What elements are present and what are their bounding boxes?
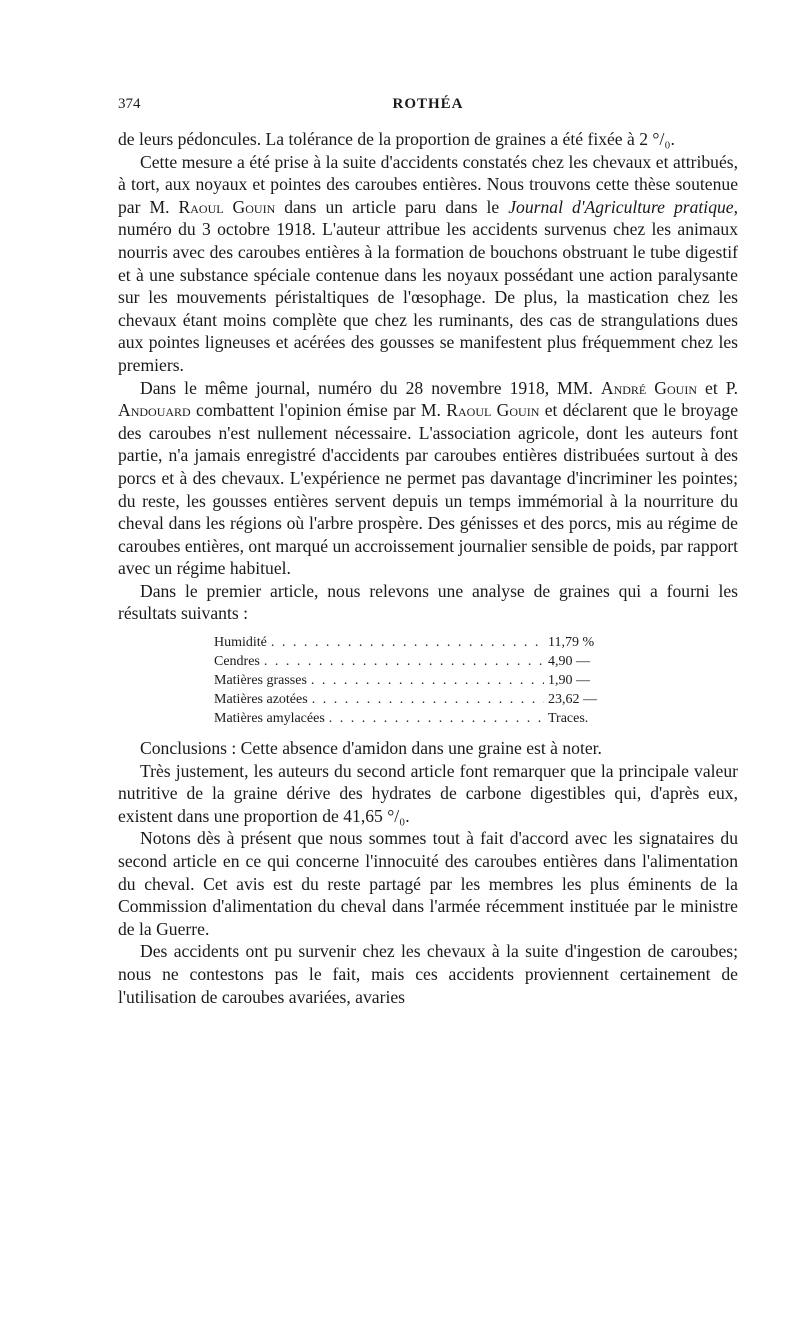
paragraph-3-part-3: combattent l'opinion émise par M. bbox=[190, 400, 447, 421]
analysis-row bbox=[214, 671, 618, 690]
body-text bbox=[118, 128, 738, 1008]
analysis-value: 23,62 — bbox=[548, 692, 597, 708]
paragraph-2-part-2: dans un article paru dans le bbox=[275, 196, 509, 217]
analysis-row bbox=[214, 709, 618, 728]
paragraph-3-part-1: Dans le même journal, numéro du 28 novembre 1918, MM. bbox=[140, 377, 601, 398]
leader-dots bbox=[329, 709, 544, 728]
paragraph-2 bbox=[118, 151, 738, 377]
paragraph-3 bbox=[118, 377, 738, 580]
paragraph-7: Notons dès à présent que nous sommes tout à fait d'accord avec les signataires du second article en ce qui concerne l'innocuité des caroubes entières dans l'alimentation du cheval. Cet avis est du reste partagé par les membres les plus éminents de la Commission d'alimentation du cheval dans l'armée récemment instituée par le ministre de la Guerre. bbox=[118, 828, 738, 939]
analysis-label: Matières azotées bbox=[214, 692, 308, 708]
analysis-value: Traces. bbox=[548, 711, 589, 727]
paragraph-2-part-1: Cette mesure a été prise à la suite d'accidents constatés chez les chevaux et attribués, à tort, aux noyaux et pointes des caroubes entières. Nous trouvons cette thèse soutenue par M. bbox=[118, 151, 738, 217]
analysis-value: 1,90 — bbox=[548, 673, 590, 689]
paragraph-6: Très justement, les auteurs du second article font remarquer que la principale valeur nutritive de la graine dérive des hydrates de carbone digestibles qui, d'après eux, existent dans une proportion de 41,65 °/₀. bbox=[118, 760, 738, 826]
analysis-value: 4,90 — bbox=[548, 654, 590, 670]
leader-dots bbox=[271, 633, 544, 652]
author-name: Raoul Gouin bbox=[446, 400, 540, 421]
analysis-row bbox=[214, 633, 618, 652]
analysis-value: 11,79 % bbox=[548, 635, 595, 651]
analysis-label: Matières grasses bbox=[214, 673, 307, 689]
paragraph-5: Conclusions : Cette absence d'amidon dans une graine est à noter. bbox=[140, 738, 602, 759]
paragraph-4: Dans le premier article, nous relevons une analyse de graines qui a fourni les résultats suivants : bbox=[118, 580, 738, 624]
page-number: 374 bbox=[118, 96, 141, 112]
journal-title: Journal d'Agriculture pratique bbox=[508, 196, 734, 217]
paragraph-8: Des accidents ont pu survenir chez les chevaux à la suite d'ingestion de caroubes; nous ne contestons pas le fait, mais ces accidents proviennent certainement de l'utilisation de caroubes avariées, avaries bbox=[118, 941, 738, 1007]
analysis-label: Cendres bbox=[214, 654, 260, 670]
author-name: André Gouin bbox=[600, 377, 697, 398]
paragraph-3-part-2: et P. bbox=[697, 377, 738, 398]
analysis-label: Humidité bbox=[214, 635, 267, 651]
leader-dots bbox=[312, 690, 544, 709]
analysis-table bbox=[214, 633, 618, 728]
analysis-label: Matières amylacées bbox=[214, 711, 325, 727]
author-name: Andouard bbox=[118, 400, 191, 421]
running-title: ROTHÉA bbox=[392, 96, 464, 112]
paragraph-1: de leurs pédoncules. La tolérance de la proportion de graines a été fixée à 2 °/₀. bbox=[118, 129, 675, 149]
paragraph-2-part-3: , numéro du 3 octobre 1918. L'auteur attribue les accidents survenus chez les animaux nourris avec des caroubes entières à la formation de bouchons obstruant le tube digestif et à une substance spéciale contenue dans les noyaux possédant une action paralysante sur les mouvements péristaltiques de l'œsophage. De plus, la mastication chez les chevaux étant moins complète que chez les ruminants, des cas de strangulations dues aux pointes ligneuses et acérées des gousses se manifestent plus fréquemment chez les premiers. bbox=[118, 196, 738, 375]
leader-dots bbox=[311, 671, 544, 690]
paragraph-3-part-4: et déclarent que le broyage des caroubes n'est nullement nécessaire. L'association agricole, dont les auteurs font partie, n'a jamais enregistré d'accidents par caroubes entières distribuées surtout à des porcs et à des chevaux. L'expérience ne permet pas davantage d'incriminer les pointes; du reste, les gousses entières servent depuis un temps immémorial à la nourriture du cheval dans les régions où l'arbre prospère. Des génisses et des porcs, mis au régime de caroubes entières, ont marqué un accroissement journalier sensible de poids, par rapport avec un régime habituel. bbox=[118, 400, 739, 579]
page-header bbox=[118, 96, 738, 120]
leader-dots bbox=[264, 652, 544, 671]
analysis-row bbox=[214, 652, 618, 671]
author-name: Raoul Gouin bbox=[178, 196, 276, 217]
analysis-row bbox=[214, 690, 618, 709]
